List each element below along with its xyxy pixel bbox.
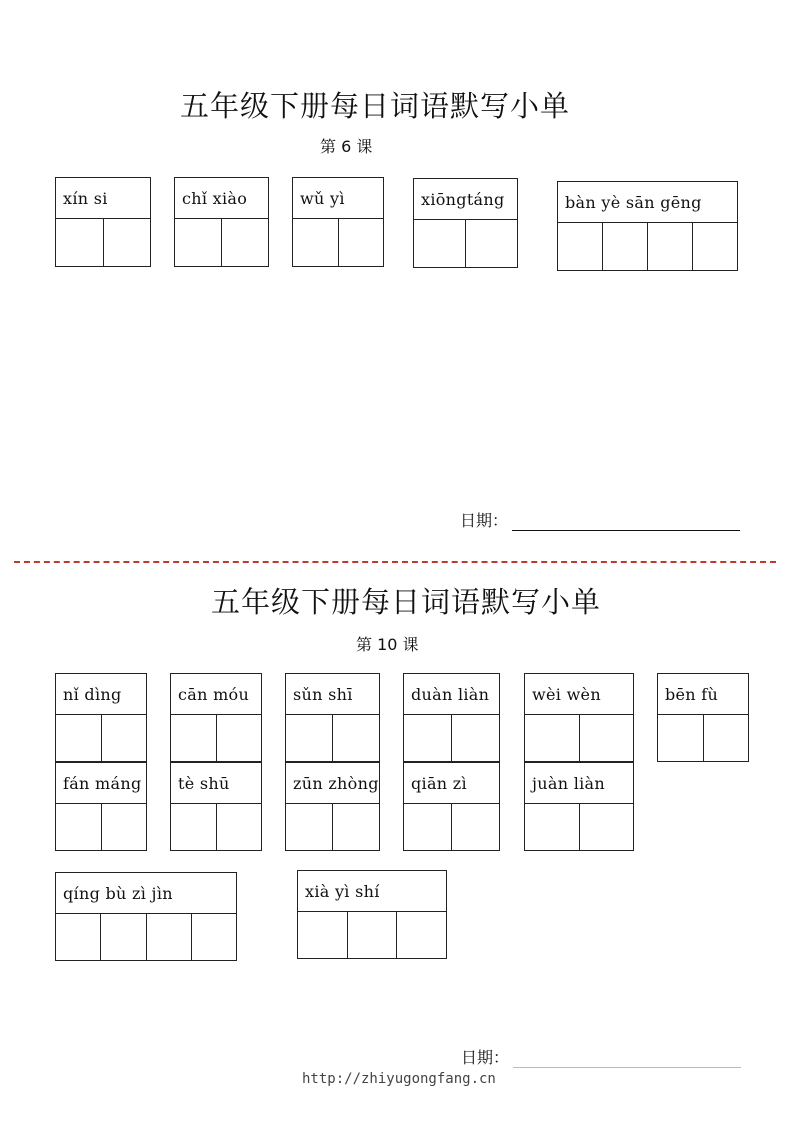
char-cell[interactable] xyxy=(102,715,147,761)
date-label: 日期： xyxy=(461,1048,510,1067)
char-cell[interactable] xyxy=(101,914,146,960)
cut-line xyxy=(14,561,776,563)
word-box xyxy=(403,673,500,762)
pinyin-label: wèi wèn xyxy=(525,674,633,715)
char-cell[interactable] xyxy=(397,912,446,958)
pinyin-label: chǐ xiào xyxy=(175,178,268,219)
char-cell[interactable] xyxy=(222,219,268,266)
pinyin-label: cān móu xyxy=(171,674,261,715)
pinyin-label: bēn fù xyxy=(658,674,748,715)
word-box xyxy=(174,177,269,267)
char-cell[interactable] xyxy=(192,914,236,960)
word-box xyxy=(657,673,749,762)
char-cell[interactable] xyxy=(580,804,634,850)
word-box xyxy=(524,762,634,851)
word-box xyxy=(292,177,384,267)
word-box xyxy=(55,872,237,961)
char-cell[interactable] xyxy=(339,219,384,266)
word-box xyxy=(170,673,262,762)
word-box xyxy=(170,762,262,851)
char-cell[interactable] xyxy=(466,220,517,267)
pinyin-label: duàn liàn xyxy=(404,674,499,715)
date-field[interactable] xyxy=(513,1053,741,1068)
word-box xyxy=(55,177,151,267)
char-cell[interactable] xyxy=(102,804,147,850)
char-cell[interactable] xyxy=(293,219,339,266)
pinyin-label: juàn liàn xyxy=(525,763,633,804)
char-cell[interactable] xyxy=(648,223,693,270)
char-cell[interactable] xyxy=(217,804,262,850)
char-cell[interactable] xyxy=(104,219,151,266)
char-cell[interactable] xyxy=(525,804,580,850)
word-box xyxy=(55,673,147,762)
char-cell[interactable] xyxy=(286,715,333,761)
char-cell[interactable] xyxy=(580,715,634,761)
char-cell[interactable] xyxy=(147,914,192,960)
char-cell[interactable] xyxy=(414,220,466,267)
char-cell[interactable] xyxy=(404,804,452,850)
char-cell[interactable] xyxy=(56,914,101,960)
word-box xyxy=(297,870,447,959)
sheet1-date xyxy=(460,508,740,531)
char-cell[interactable] xyxy=(298,912,348,958)
word-box xyxy=(285,673,380,762)
char-cell[interactable] xyxy=(171,804,217,850)
sheet1-lesson: 第 6 课 xyxy=(320,137,373,156)
sheet2-date xyxy=(461,1045,741,1068)
pinyin-label: fán máng xyxy=(56,763,146,804)
char-cell[interactable] xyxy=(603,223,648,270)
char-cell[interactable] xyxy=(175,219,222,266)
char-cell[interactable] xyxy=(56,804,102,850)
char-cell[interactable] xyxy=(693,223,737,270)
word-box xyxy=(403,762,500,851)
sheet2-lesson: 第 10 课 xyxy=(356,635,419,654)
pinyin-label: wǔ yì xyxy=(293,178,383,219)
date-label: 日期： xyxy=(460,511,509,530)
pinyin-label: xià yì shí xyxy=(298,871,446,912)
char-cell[interactable] xyxy=(56,219,104,266)
char-cell[interactable] xyxy=(56,715,102,761)
pinyin-label: zūn zhòng xyxy=(286,763,379,804)
char-cell[interactable] xyxy=(333,715,379,761)
char-cell[interactable] xyxy=(452,804,499,850)
pinyin-label: sǔn shī xyxy=(286,674,379,715)
word-box xyxy=(557,181,738,271)
pinyin-label: bàn yè sān gēng xyxy=(558,182,737,223)
pinyin-label: xiōngtáng xyxy=(414,179,517,220)
pinyin-label: qíng bù zì jìn xyxy=(56,873,236,914)
pinyin-label: tè shū xyxy=(171,763,261,804)
char-cell[interactable] xyxy=(404,715,452,761)
char-cell[interactable] xyxy=(333,804,379,850)
sheet2-title: 五年级下册每日词语默写小单 xyxy=(211,585,602,619)
char-cell[interactable] xyxy=(171,715,217,761)
date-field[interactable] xyxy=(512,516,740,531)
char-cell[interactable] xyxy=(452,715,499,761)
footer-url: http://zhiyugongfang.cn xyxy=(302,1071,496,1087)
sheet1-title: 五年级下册每日词语默写小单 xyxy=(180,89,571,123)
pinyin-label: xín si xyxy=(56,178,150,219)
word-box xyxy=(524,673,634,762)
char-cell[interactable] xyxy=(658,715,704,761)
word-box xyxy=(55,762,147,851)
pinyin-label: nǐ dìng xyxy=(56,674,146,715)
word-box xyxy=(285,762,380,851)
char-cell[interactable] xyxy=(217,715,262,761)
char-cell[interactable] xyxy=(558,223,603,270)
pinyin-label: qiān zì xyxy=(404,763,499,804)
word-box xyxy=(413,178,518,268)
char-cell[interactable] xyxy=(348,912,398,958)
char-cell[interactable] xyxy=(704,715,749,761)
char-cell[interactable] xyxy=(286,804,333,850)
char-cell[interactable] xyxy=(525,715,580,761)
